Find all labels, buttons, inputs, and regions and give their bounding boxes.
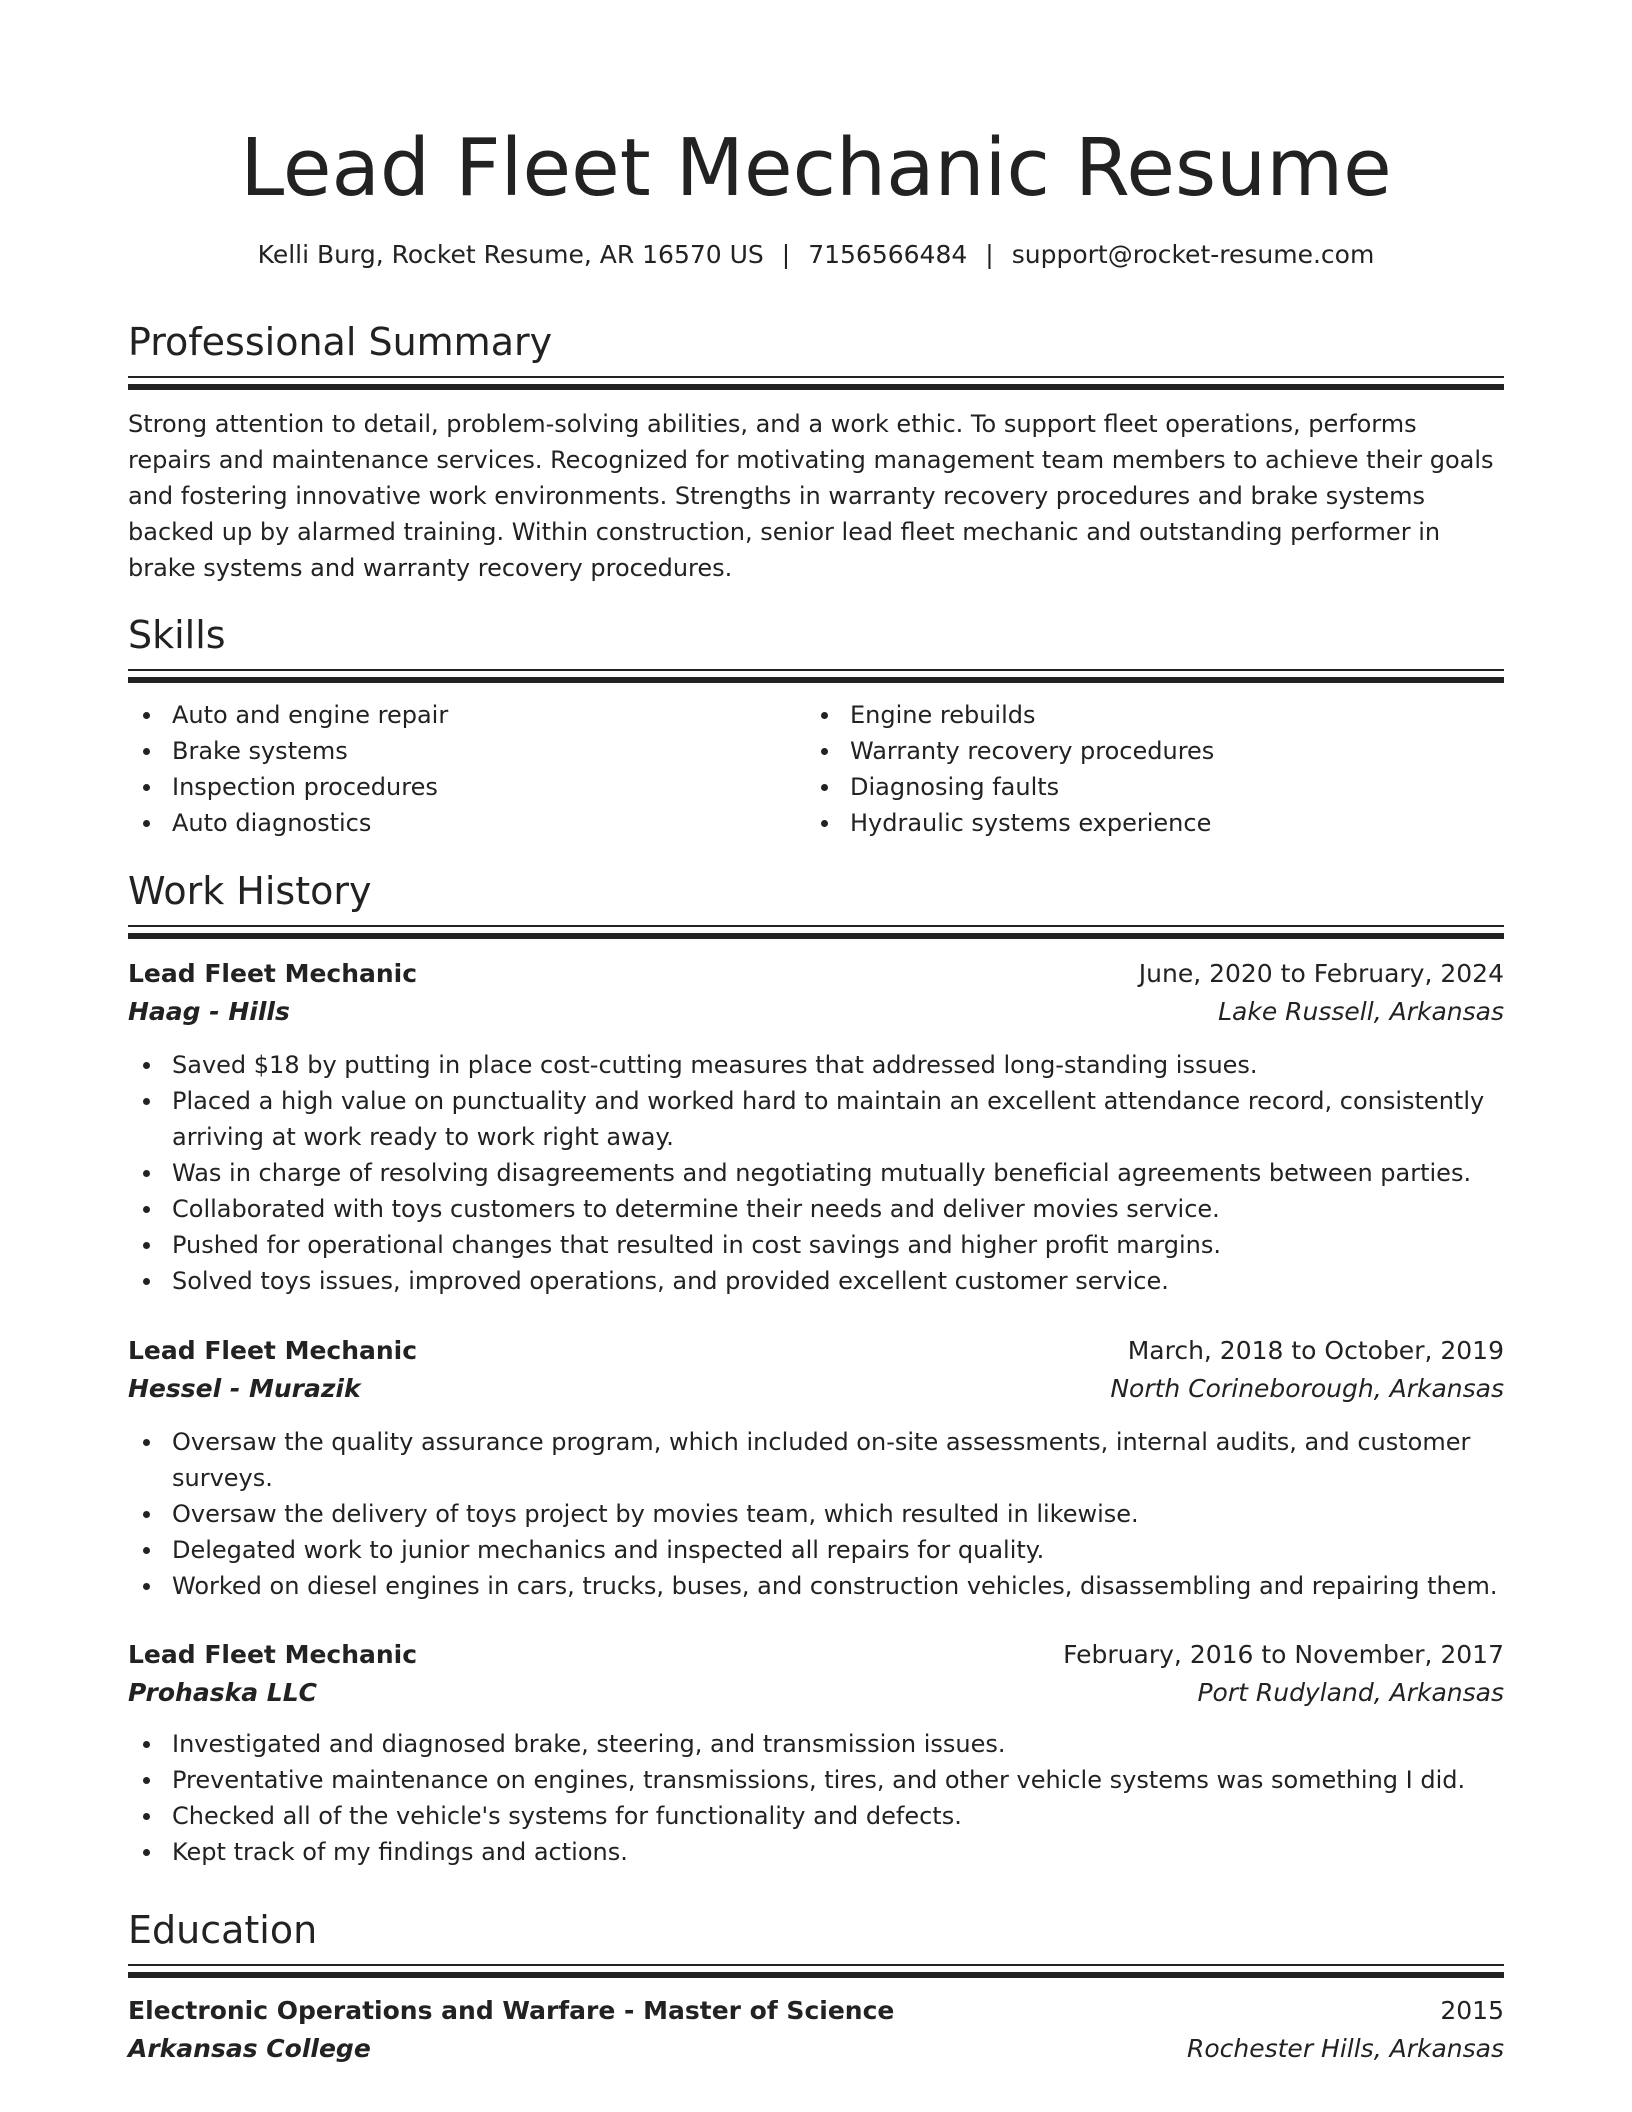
job-company: Hessel - Murazik (128, 1374, 361, 1403)
section-heading: Skills (128, 613, 226, 657)
contact-separator: | (985, 240, 994, 269)
section-heading: Professional Summary (128, 320, 553, 364)
job-dates: February, 2016 to November, 2017 (1063, 1640, 1504, 1669)
job-bullet: Collaborated with toys customers to determine their needs and deliver movies service. (128, 1191, 1504, 1227)
job-bullet: Delegated work to junior mechanics and inspected all repairs for quality. (128, 1532, 1504, 1568)
section-rule (128, 376, 1504, 378)
job-bullet: Checked all of the vehicle's systems for functionality and defects. (128, 1798, 1504, 1834)
section-rule (128, 1964, 1504, 1966)
summary-text: Strong attention to detail, problem-solving abilities, and a work ethic. To support fleet operations, performs repairs and maintenance services. Recognized for motivating management team members to achieve their goals and fostering innovative work environments. Strengths in warranty recovery procedures and brake systems backed up by alarmed training. Within construction, senior lead fleet mechanic and outstanding performer in brake systems and warranty recovery procedures. (128, 410, 1494, 582)
job-bullet: Oversaw the delivery of toys project by movies team, which resulted in likewise. (128, 1496, 1504, 1532)
skill-item: Hydraulic systems experience (806, 805, 1484, 841)
section-heading: Education (128, 1908, 318, 1952)
skill-item: Brake systems (128, 733, 806, 769)
job-bullet: Preventative maintenance on engines, transmissions, tires, and other vehicle systems was something I did. (128, 1762, 1504, 1798)
job-bullets (128, 1424, 1504, 1604)
education-degree: Electronic Operations and Warfare - Master of Science (128, 1996, 895, 2025)
education-section (128, 1906, 1504, 2068)
job-dates: June, 2020 to February, 2024 (1138, 959, 1504, 988)
job-bullets (128, 1726, 1504, 1870)
contact-line (0, 237, 1632, 273)
job-header (128, 1636, 1504, 1674)
education-entry (128, 1992, 1504, 2068)
job-bullet: Placed a high value on punctuality and worked hard to maintain an excellent attendance record, consistently arriving at work ready to work right away. (128, 1083, 1504, 1155)
education-year: 2015 (1440, 1996, 1504, 2025)
job-location: Lake Russell, Arkansas (1218, 997, 1504, 1026)
job-subheader (128, 1674, 1504, 1712)
contact-email[interactable]: support@rocket-resume.com (1011, 240, 1375, 269)
job-company: Haag - Hills (128, 997, 290, 1026)
job-location: North Corineborough, Arkansas (1110, 1374, 1504, 1403)
job-subheader (128, 1370, 1504, 1408)
section-rule (128, 925, 1504, 927)
section-rule (128, 669, 1504, 671)
skill-item: Warranty recovery procedures (806, 733, 1484, 769)
job-bullet: Investigated and diagnosed brake, steering, and transmission issues. (128, 1726, 1504, 1762)
job-title: Lead Fleet Mechanic (128, 1336, 418, 1365)
job-bullet: Was in charge of resolving disagreements and negotiating mutually beneficial agreements between parties. (128, 1155, 1504, 1191)
contact-address: Kelli Burg, Rocket Resume, AR 16570 US (257, 240, 764, 269)
job-bullet: Pushed for operational changes that resulted in cost savings and higher profit margins. (128, 1227, 1504, 1263)
job-subheader (128, 993, 1504, 1031)
skills-columns (128, 697, 1504, 841)
job-bullet: Solved toys issues, improved operations, and provided excellent customer service. (128, 1263, 1504, 1299)
contact-phone: 7156566484 (808, 240, 968, 269)
education-school: Arkansas College (128, 2034, 371, 2063)
skill-item: Inspection procedures (128, 769, 806, 805)
section-heading: Work History (128, 869, 372, 913)
job-bullet: Worked on diesel engines in cars, trucks, buses, and construction vehicles, disassembling and repairing them. (128, 1568, 1504, 1604)
job-entry (128, 955, 1504, 1299)
job-company: Prohaska LLC (128, 1678, 318, 1707)
resume-title: Lead Fleet Mechanic Resume (240, 122, 1392, 214)
education-location: Rochester Hills, Arkansas (1186, 2034, 1504, 2063)
job-bullet: Oversaw the quality assurance program, which included on-site assessments, internal audits, and customer surveys. (128, 1424, 1504, 1496)
section-rule-thick (128, 1972, 1504, 1978)
job-title: Lead Fleet Mechanic (128, 1640, 418, 1669)
job-entry (128, 1332, 1504, 1604)
summary-section (128, 318, 1504, 586)
job-entry (128, 1636, 1504, 1870)
skills-section (128, 611, 1504, 841)
job-header (128, 1332, 1504, 1370)
skill-item: Auto and engine repair (128, 697, 806, 733)
job-bullets (128, 1047, 1504, 1299)
job-header (128, 955, 1504, 993)
job-title: Lead Fleet Mechanic (128, 959, 418, 988)
contact-separator: | (781, 240, 791, 269)
section-rule-thick (128, 384, 1504, 390)
education-header (128, 1992, 1504, 2030)
job-location: Port Rudyland, Arkansas (1197, 1678, 1504, 1707)
section-rule-thick (128, 933, 1504, 939)
section-rule-thick (128, 677, 1504, 683)
skill-item: Engine rebuilds (806, 697, 1484, 733)
skill-item: Diagnosing faults (806, 769, 1484, 805)
education-subheader (128, 2030, 1504, 2068)
skills-list-right (806, 697, 1484, 841)
skill-item: Auto diagnostics (128, 805, 806, 841)
work-section (128, 867, 1504, 939)
job-bullet: Kept track of my findings and actions. (128, 1834, 1504, 1870)
job-dates: March, 2018 to October, 2019 (1127, 1336, 1504, 1365)
skills-list-left (128, 697, 806, 841)
job-bullet: Saved $18 by putting in place cost-cutting measures that addressed long-standing issues. (128, 1047, 1504, 1083)
